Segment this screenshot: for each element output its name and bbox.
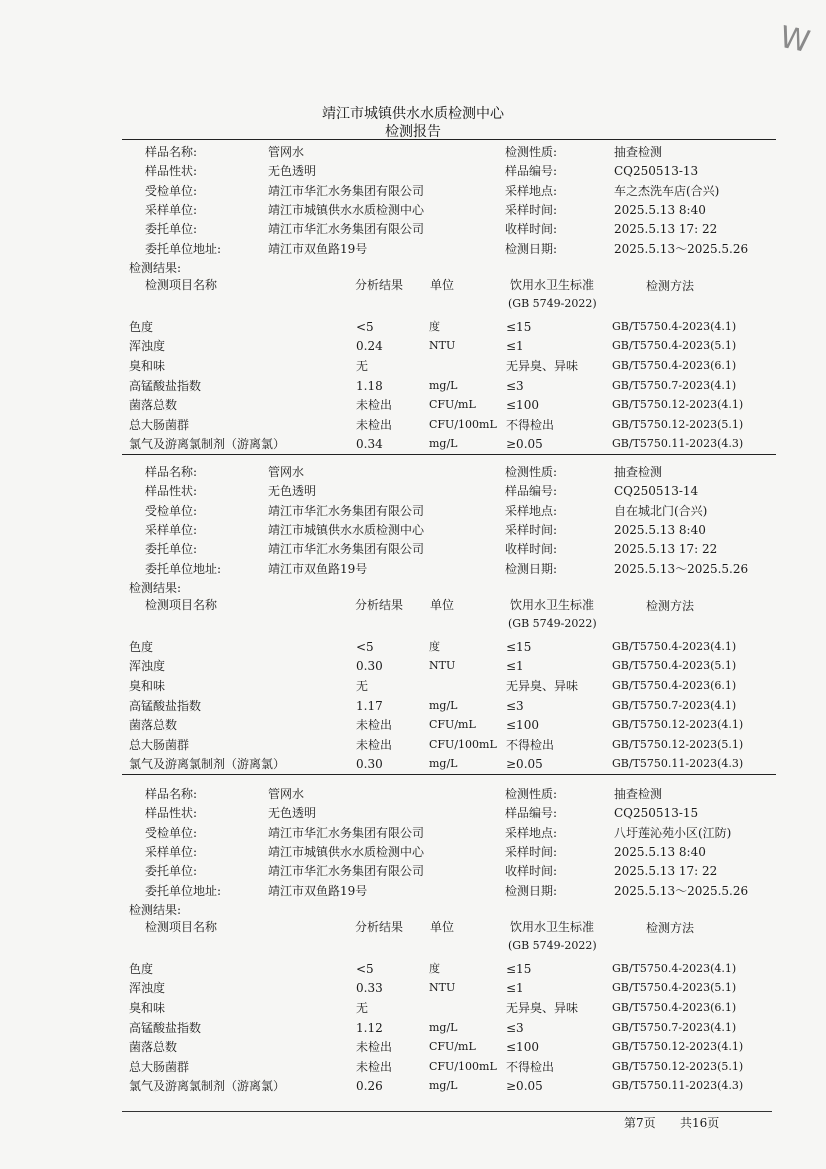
- cell-standard: ≤100: [506, 398, 539, 413]
- col-header-unit: 单位: [430, 597, 455, 612]
- cell-method: GB/T5750.4-2023(6.1): [612, 1001, 737, 1014]
- cell-result: 0.24: [356, 339, 383, 354]
- col-header-method: 检测方法: [646, 598, 695, 613]
- label-test-nature: 检测性质:: [505, 465, 558, 479]
- cell-unit: NTU: [429, 981, 456, 995]
- cell-standard: ≥0.05: [506, 1079, 543, 1094]
- cell-item: 臭和味: [129, 1001, 166, 1015]
- col-header-standard: 饮用水卫生标准: [510, 277, 595, 292]
- cell-unit: NTU: [429, 659, 456, 673]
- cell-item: 臭和味: [129, 359, 166, 373]
- col-header-unit: 单位: [430, 277, 455, 292]
- cell-standard: ≤3: [506, 378, 524, 393]
- cell-result: 无: [356, 679, 369, 693]
- cell-standard: ≤100: [506, 1040, 539, 1055]
- label-receiving-unit: 受检单位:: [145, 825, 198, 840]
- cell-item: 总大肠菌群: [129, 1059, 190, 1074]
- cell-item: 高锰酸盐指数: [129, 698, 202, 713]
- label-entrusting-unit: 委托单位:: [145, 542, 198, 557]
- cell-standard: ≤15: [506, 319, 532, 334]
- value-entrusting-unit: 靖江市华汇水务集团有限公司: [268, 542, 425, 557]
- cell-item: 臭和味: [129, 679, 166, 693]
- cell-method: GB/T5750.12-2023(5.1): [612, 417, 744, 431]
- value-receiving-unit: 靖江市华汇水务集团有限公司: [268, 183, 425, 198]
- label-receiving-time: 收样时间:: [505, 222, 558, 237]
- value-sampling-time: 2025.5.13 8:40: [614, 844, 706, 859]
- cell-method: GB/T5750.7-2023(4.1): [612, 698, 737, 712]
- label-sample-name: 样品名称:: [145, 465, 198, 479]
- cell-standard: 无异臭、异味: [506, 1001, 579, 1015]
- cell-item: 浑浊度: [129, 659, 166, 674]
- label-test-nature: 检测性质:: [505, 145, 558, 159]
- cell-unit: mg/L: [429, 1079, 458, 1093]
- cell-unit: CFU/mL: [429, 1040, 476, 1054]
- cell-standard: ≥0.05: [506, 757, 543, 772]
- cell-method: GB/T5750.11-2023(4.3): [612, 1079, 744, 1093]
- value-test-date: 2025.5.13～2025.5.26: [614, 561, 749, 576]
- cell-item: 菌落总数: [129, 1040, 178, 1055]
- cell-item: 氯气及游离氯制剂（游离氯）: [129, 437, 286, 452]
- value-test-nature: 抽查检测: [614, 787, 663, 801]
- cell-method: GB/T5750.4-2023(4.1): [612, 639, 737, 653]
- label-sampling-unit: 采样单位:: [145, 202, 198, 217]
- value-entrusting-address: 靖江市双鱼路19号: [268, 241, 368, 256]
- label-sample-trait: 样品性状:: [145, 164, 198, 179]
- value-sampling-unit: 靖江市城镇供水水质检测中心: [268, 202, 425, 217]
- cell-standard: 不得检出: [506, 1059, 555, 1074]
- section-divider: [122, 774, 776, 775]
- value-sampling-unit: 靖江市城镇供水水质检测中心: [268, 522, 425, 537]
- label-test-nature: 检测性质:: [505, 787, 558, 801]
- cell-unit: CFU/100mL: [429, 417, 497, 431]
- cell-method: GB/T5750.4-2023(5.1): [612, 981, 737, 995]
- top-divider: [122, 139, 776, 140]
- label-sample-name: 样品名称:: [145, 787, 198, 801]
- cell-item: 氯气及游离氯制剂（游离氯）: [129, 1079, 286, 1094]
- label-sampling-time: 采样时间:: [505, 202, 558, 217]
- cell-result: 0.26: [356, 1079, 383, 1094]
- cell-result: 1.17: [356, 698, 383, 713]
- cell-unit: CFU/mL: [429, 398, 476, 412]
- value-receiving-time: 2025.5.13 17: 22: [614, 542, 718, 557]
- cell-unit: 度: [429, 319, 440, 333]
- page-total: 共16页: [680, 1116, 720, 1130]
- value-sampling-site: 自在城北门(合兴): [614, 503, 708, 518]
- col-header-standard-sub: (GB 5749-2022): [508, 938, 597, 952]
- corner-handwritten-mark: W: [776, 19, 810, 60]
- cell-item: 菌落总数: [129, 718, 178, 733]
- label-test-date: 检测日期:: [505, 883, 558, 898]
- value-sample-no: CQ250513-13: [614, 164, 699, 179]
- value-sampling-site: 八圩莲沁苑小区(江防): [614, 825, 732, 840]
- cell-item: 氯气及游离氯制剂（游离氯）: [129, 757, 286, 772]
- cell-item: 浑浊度: [129, 339, 166, 354]
- cell-standard: 不得检出: [506, 417, 555, 432]
- label-receiving-unit: 受检单位:: [145, 503, 198, 518]
- cell-method: GB/T5750.4-2023(4.1): [612, 961, 737, 975]
- value-sample-trait: 无色透明: [268, 484, 317, 499]
- report-title: 检测报告: [385, 124, 441, 140]
- cell-result: 未检出: [356, 718, 393, 733]
- cell-item: 色度: [129, 639, 154, 654]
- cell-result: 0.30: [356, 757, 383, 772]
- results-label: 检测结果:: [129, 902, 182, 917]
- value-sample-name: 管网水: [268, 145, 305, 159]
- col-header-item: 检测项目名称: [145, 919, 218, 934]
- cell-method: GB/T5750.4-2023(5.1): [612, 659, 737, 673]
- cell-result: 0.34: [356, 437, 383, 452]
- cell-standard: ≤3: [506, 1020, 524, 1035]
- page-number: 第7页: [624, 1116, 656, 1130]
- col-header-result: 分析结果: [355, 919, 404, 934]
- value-sample-trait: 无色透明: [268, 164, 317, 179]
- label-entrusting-unit: 委托单位:: [145, 222, 198, 237]
- value-entrusting-unit: 靖江市华汇水务集团有限公司: [268, 222, 425, 237]
- cell-standard: ≥0.05: [506, 437, 543, 452]
- cell-result: 未检出: [356, 1059, 393, 1074]
- col-header-result: 分析结果: [355, 597, 404, 612]
- cell-result: 无: [356, 1001, 369, 1015]
- label-entrusting-unit: 委托单位:: [145, 864, 198, 879]
- col-header-result: 分析结果: [355, 277, 404, 292]
- value-sampling-site: 车之杰洗车店(合兴): [614, 183, 720, 198]
- label-test-date: 检测日期:: [505, 241, 558, 256]
- cell-method: GB/T5750.12-2023(4.1): [612, 718, 744, 732]
- cell-item: 高锰酸盐指数: [129, 378, 202, 393]
- col-header-item: 检测项目名称: [145, 597, 218, 612]
- value-sample-name: 管网水: [268, 787, 305, 801]
- cell-method: GB/T5750.11-2023(4.3): [612, 437, 744, 451]
- cell-standard: ≤1: [506, 659, 524, 674]
- col-header-unit: 单位: [430, 919, 455, 934]
- cell-method: GB/T5750.4-2023(6.1): [612, 679, 737, 692]
- cell-result: <5: [356, 639, 374, 654]
- col-header-standard: 饮用水卫生标准: [510, 597, 595, 612]
- value-sample-trait: 无色透明: [268, 806, 317, 821]
- cell-method: GB/T5750.12-2023(5.1): [612, 737, 744, 751]
- cell-method: GB/T5750.4-2023(5.1): [612, 339, 737, 353]
- cell-standard: ≤100: [506, 718, 539, 733]
- cell-result: 未检出: [356, 398, 393, 413]
- cell-result: 1.18: [356, 378, 383, 393]
- results-label: 检测结果:: [129, 580, 182, 595]
- org-title: 靖江市城镇供水水质检测中心: [322, 106, 504, 122]
- cell-standard: 不得检出: [506, 737, 555, 752]
- cell-unit: CFU/100mL: [429, 737, 497, 751]
- cell-standard: 无异臭、异味: [506, 359, 579, 373]
- cell-method: GB/T5750.12-2023(4.1): [612, 1040, 744, 1054]
- value-sampling-unit: 靖江市城镇供水水质检测中心: [268, 844, 425, 859]
- value-sample-no: CQ250513-14: [614, 484, 699, 499]
- cell-method: GB/T5750.11-2023(4.3): [612, 757, 744, 771]
- cell-standard: ≤3: [506, 698, 524, 713]
- label-sampling-time: 采样时间:: [505, 844, 558, 859]
- cell-item: 总大肠菌群: [129, 417, 190, 432]
- cell-unit: NTU: [429, 339, 456, 353]
- cell-unit: mg/L: [429, 757, 458, 771]
- col-header-standard-sub: (GB 5749-2022): [508, 616, 597, 630]
- cell-item: 菌落总数: [129, 398, 178, 413]
- cell-unit: mg/L: [429, 698, 458, 712]
- value-test-nature: 抽查检测: [614, 465, 663, 479]
- label-test-date: 检测日期:: [505, 561, 558, 576]
- results-label: 检测结果:: [129, 260, 182, 275]
- cell-result: <5: [356, 319, 374, 334]
- col-header-item: 检测项目名称: [145, 277, 218, 292]
- label-sample-no: 样品编号:: [505, 484, 558, 499]
- label-receiving-unit: 受检单位:: [145, 183, 198, 198]
- value-receiving-unit: 靖江市华汇水务集团有限公司: [268, 503, 425, 518]
- label-sample-name: 样品名称:: [145, 145, 198, 159]
- label-sampling-unit: 采样单位:: [145, 844, 198, 859]
- cell-standard: ≤1: [506, 339, 524, 354]
- value-sample-name: 管网水: [268, 465, 305, 479]
- label-entrusting-address: 委托单位地址:: [145, 883, 222, 898]
- label-sample-no: 样品编号:: [505, 806, 558, 821]
- section-divider: [122, 454, 776, 455]
- cell-unit: 度: [429, 961, 440, 975]
- value-receiving-time: 2025.5.13 17: 22: [614, 222, 718, 237]
- footer-divider: [122, 1111, 772, 1112]
- value-test-nature: 抽查检测: [614, 145, 663, 159]
- cell-unit: mg/L: [429, 1020, 458, 1034]
- cell-result: <5: [356, 961, 374, 976]
- value-entrusting-unit: 靖江市华汇水务集团有限公司: [268, 864, 425, 879]
- col-header-method: 检测方法: [646, 920, 695, 935]
- cell-method: GB/T5750.4-2023(4.1): [612, 319, 737, 333]
- cell-item: 浑浊度: [129, 981, 166, 996]
- cell-standard: 无异臭、异味: [506, 679, 579, 693]
- cell-standard: ≤15: [506, 639, 532, 654]
- col-header-method: 检测方法: [646, 278, 695, 293]
- cell-result: 未检出: [356, 417, 393, 432]
- cell-method: GB/T5750.12-2023(4.1): [612, 398, 744, 412]
- cell-result: 0.33: [356, 981, 383, 996]
- value-sampling-time: 2025.5.13 8:40: [614, 202, 706, 217]
- label-sample-trait: 样品性状:: [145, 484, 198, 499]
- cell-method: GB/T5750.4-2023(6.1): [612, 359, 737, 372]
- label-sample-trait: 样品性状:: [145, 806, 198, 821]
- label-sample-no: 样品编号:: [505, 164, 558, 179]
- cell-unit: mg/L: [429, 437, 458, 451]
- value-entrusting-address: 靖江市双鱼路19号: [268, 883, 368, 898]
- label-receiving-time: 收样时间:: [505, 542, 558, 557]
- cell-unit: 度: [429, 639, 440, 653]
- value-sample-no: CQ250513-15: [614, 806, 699, 821]
- cell-item: 总大肠菌群: [129, 737, 190, 752]
- value-receiving-unit: 靖江市华汇水务集团有限公司: [268, 825, 425, 840]
- value-test-date: 2025.5.13～2025.5.26: [614, 883, 749, 898]
- label-entrusting-address: 委托单位地址:: [145, 241, 222, 256]
- label-sampling-site: 采样地点:: [505, 503, 558, 518]
- cell-result: 无: [356, 359, 369, 373]
- value-receiving-time: 2025.5.13 17: 22: [614, 864, 718, 879]
- cell-unit: CFU/100mL: [429, 1059, 497, 1073]
- cell-standard: ≤1: [506, 981, 524, 996]
- cell-unit: mg/L: [429, 378, 458, 392]
- col-header-standard: 饮用水卫生标准: [510, 919, 595, 934]
- cell-unit: CFU/mL: [429, 718, 476, 732]
- cell-item: 色度: [129, 961, 154, 976]
- cell-item: 色度: [129, 319, 154, 334]
- cell-method: GB/T5750.7-2023(4.1): [612, 378, 737, 392]
- cell-result: 1.12: [356, 1020, 383, 1035]
- value-test-date: 2025.5.13～2025.5.26: [614, 241, 749, 256]
- col-header-standard-sub: (GB 5749-2022): [508, 296, 597, 310]
- label-sampling-site: 采样地点:: [505, 183, 558, 198]
- value-entrusting-address: 靖江市双鱼路19号: [268, 561, 368, 576]
- label-entrusting-address: 委托单位地址:: [145, 561, 222, 576]
- cell-result: 未检出: [356, 737, 393, 752]
- cell-standard: ≤15: [506, 961, 532, 976]
- cell-result: 未检出: [356, 1040, 393, 1055]
- cell-result: 0.30: [356, 659, 383, 674]
- label-sampling-site: 采样地点:: [505, 825, 558, 840]
- label-sampling-time: 采样时间:: [505, 522, 558, 537]
- cell-method: GB/T5750.12-2023(5.1): [612, 1059, 744, 1073]
- label-sampling-unit: 采样单位:: [145, 522, 198, 537]
- cell-item: 高锰酸盐指数: [129, 1020, 202, 1035]
- value-sampling-time: 2025.5.13 8:40: [614, 522, 706, 537]
- label-receiving-time: 收样时间:: [505, 864, 558, 879]
- cell-method: GB/T5750.7-2023(4.1): [612, 1020, 737, 1034]
